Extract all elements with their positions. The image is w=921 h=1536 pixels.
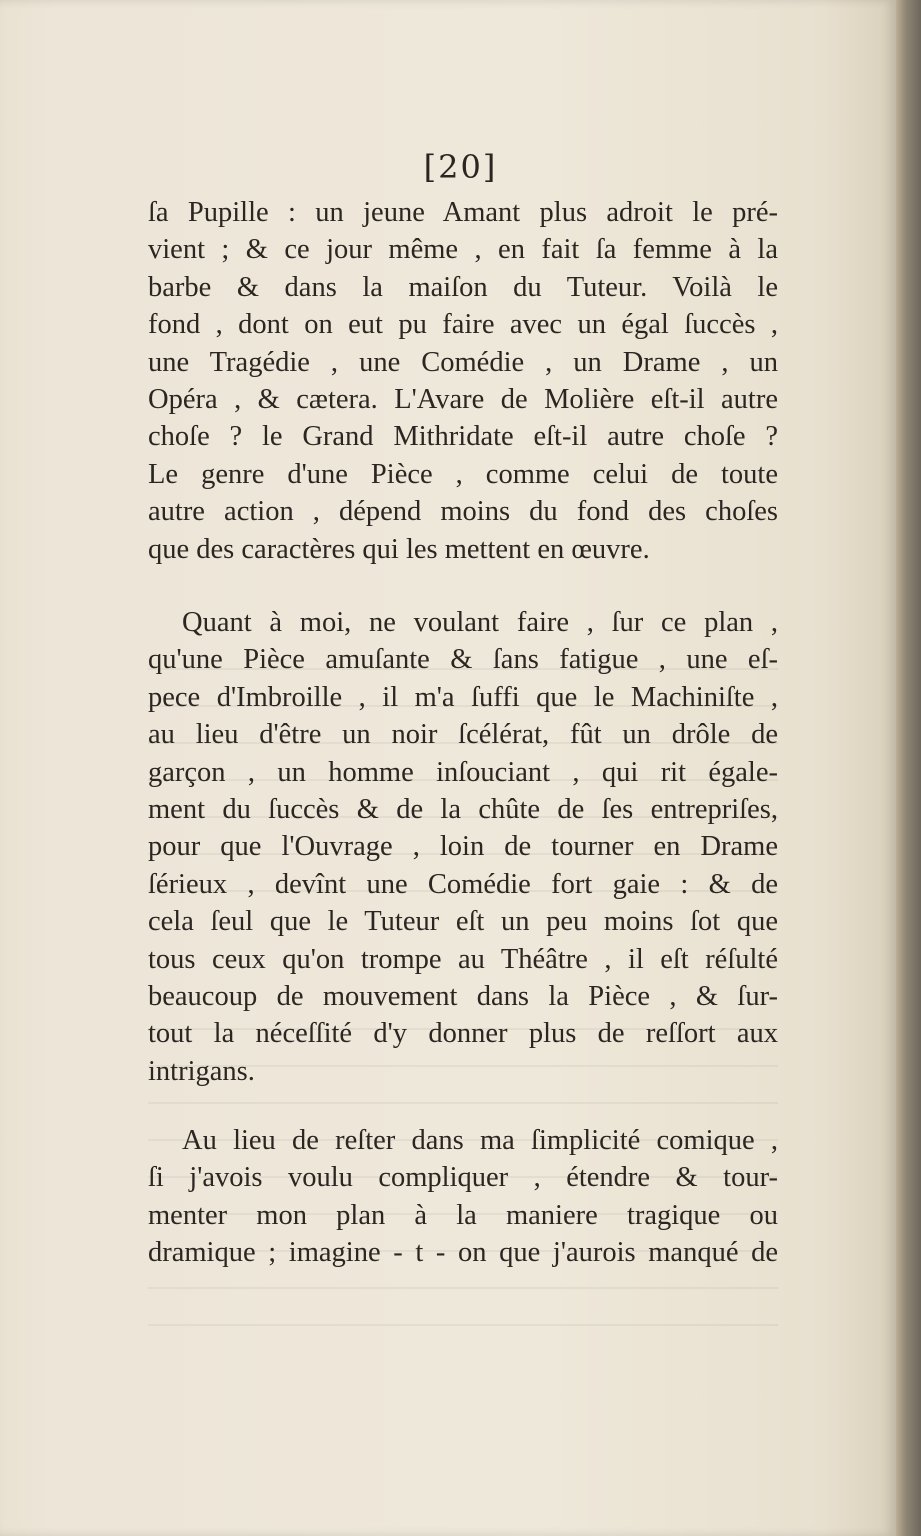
text-line: tous ceux qu'on trompe au Théâtre , il eſt réſulté bbox=[148, 943, 778, 975]
text-line: cela ſeul que le Tuteur eſt un peu moins ſot que bbox=[148, 906, 778, 938]
text-line: que des caractères qui les mettent en œuvre. bbox=[148, 533, 650, 565]
text-line: ment du ſuccès & de la chûte de ſes entrepriſes, bbox=[148, 794, 778, 826]
text-line: Quant à moi, ne voulant faire , ſur ce plan , bbox=[182, 607, 778, 638]
text-line: Opéra , & cætera. L'Avare de Molière eſt-il autre bbox=[148, 384, 778, 416]
text-line: pour que l'Ouvrage , loin de tourner en Drame bbox=[148, 831, 778, 863]
text-line: autre action , dépend moins du fond des choſes bbox=[148, 496, 778, 528]
paragraph bbox=[148, 604, 778, 1090]
text-line: qu'une Pièce amuſante & ſans fatigue , une eſ- bbox=[148, 644, 778, 676]
text-line: pece d'Imbroille , il m'a ſuffi que le Machiniſte , bbox=[148, 681, 778, 713]
page-number: [20] bbox=[423, 148, 498, 186]
text-line: ſa Pupille : un jeune Amant plus adroit le pré- bbox=[148, 197, 778, 228]
text-line: au lieu d'être un noir ſcélérat, fût un drôle de bbox=[148, 719, 778, 751]
text-line: choſe ? le Grand Mithridate eſt-il autre choſe ? bbox=[148, 421, 778, 453]
text-line: fond , dont on eut pu faire avec un égal ſuccès , bbox=[148, 309, 778, 341]
text-line: intrigans. bbox=[148, 1055, 255, 1087]
text-line: Au lieu de reſter dans ma ſimplicité comique , bbox=[182, 1125, 778, 1156]
text-line: Le genre d'une Pièce , comme celui de toute bbox=[148, 458, 778, 490]
text-line: beaucoup de mouvement dans la Pièce , & ſur- bbox=[148, 981, 778, 1013]
text-line: une Tragédie , une Comédie , un Drame , un bbox=[148, 346, 778, 378]
text-line: ſi j'avois voulu compliquer , étendre & tour- bbox=[148, 1162, 778, 1194]
text-line: barbe & dans la maiſon du Tuteur. Voilà le bbox=[148, 271, 778, 303]
paragraph bbox=[148, 194, 778, 568]
paragraph bbox=[148, 1122, 778, 1272]
text-line: menter mon plan à la maniere tragique ou bbox=[148, 1199, 778, 1231]
text-line: tout la néceſſité d'y donner plus de reſſort aux bbox=[148, 1018, 778, 1050]
text-line: garçon , un homme inſouciant , qui rit égale- bbox=[148, 756, 778, 788]
text-line: vient ; & ce jour même , en fait ſa femme à la bbox=[148, 234, 778, 266]
text-line: dramique ; imagine - t - on que j'aurois manqué de bbox=[148, 1237, 778, 1269]
book-edge bbox=[896, 0, 921, 1536]
text-line: ſérieux , devînt une Comédie fort gaie : & de bbox=[148, 868, 778, 900]
